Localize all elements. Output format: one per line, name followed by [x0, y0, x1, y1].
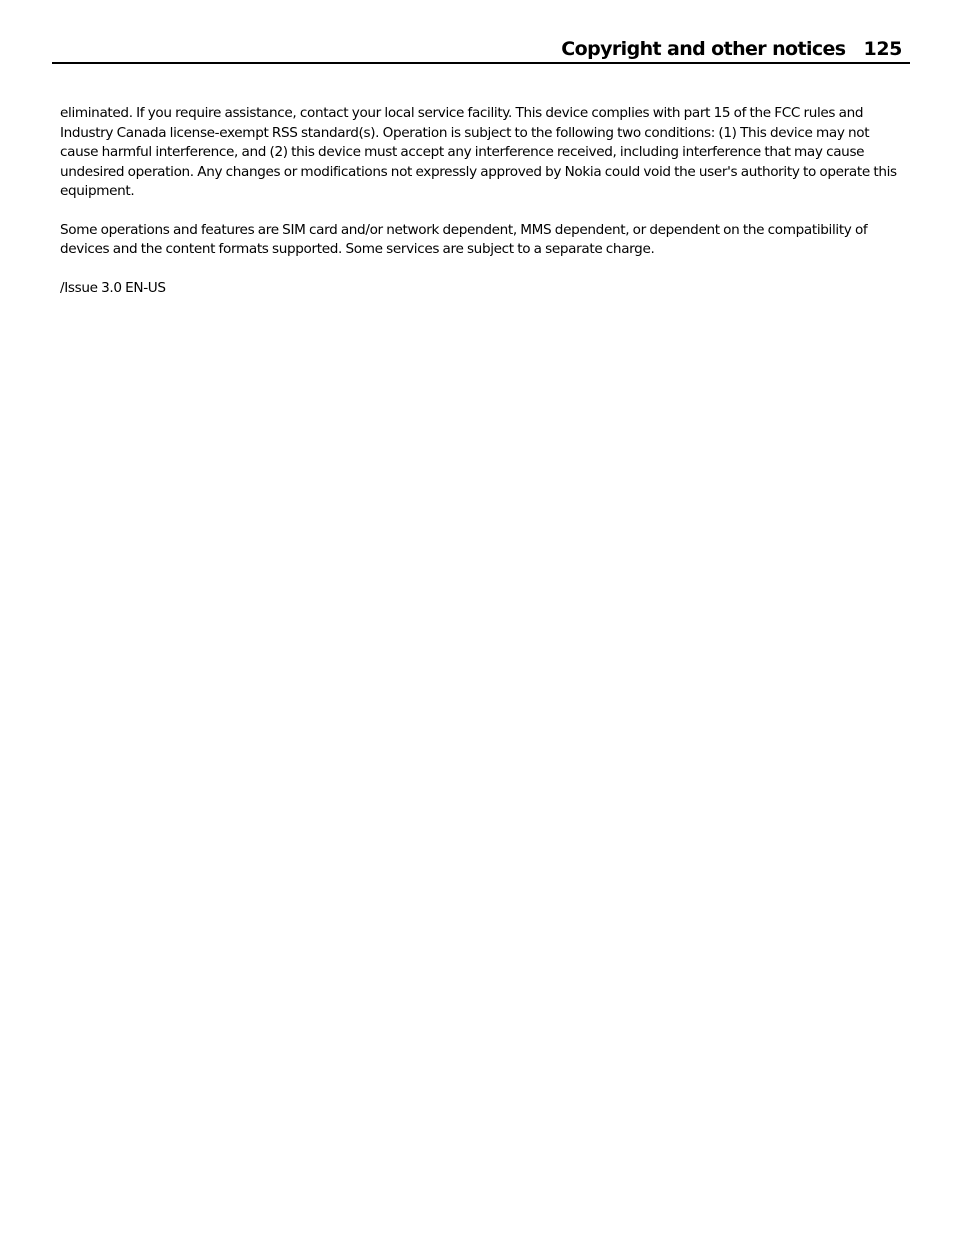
- paragraph-network-services: Some operations and features are SIM card and/or network dependent, MMS dependent, or dependent on the compatibility of devices and the content formats supported. Some services are subject to a separate charge.: [60, 221, 868, 257]
- page-header: [52, 36, 910, 64]
- page-number: 125: [863, 38, 902, 60]
- body-text: [60, 104, 906, 317]
- paragraph-fcc-compliance: eliminated. If you require assistance, contact your local service facility. This device complies with part 15 of the FCC rules and Industry Canada license-exempt RSS standard(s). Operation is subject to the following two conditions: (1) This device may not cause harmful interference, and (2) this device must accept any interference received, including interference that may cause undesired operation. Any changes or modifications not expressly approved by Nokia could void the user's authority to operate this equipment.: [60, 105, 897, 199]
- section-title: Copyright and other notices: [561, 38, 846, 60]
- issue-label: /Issue 3.0 EN-US: [60, 279, 166, 296]
